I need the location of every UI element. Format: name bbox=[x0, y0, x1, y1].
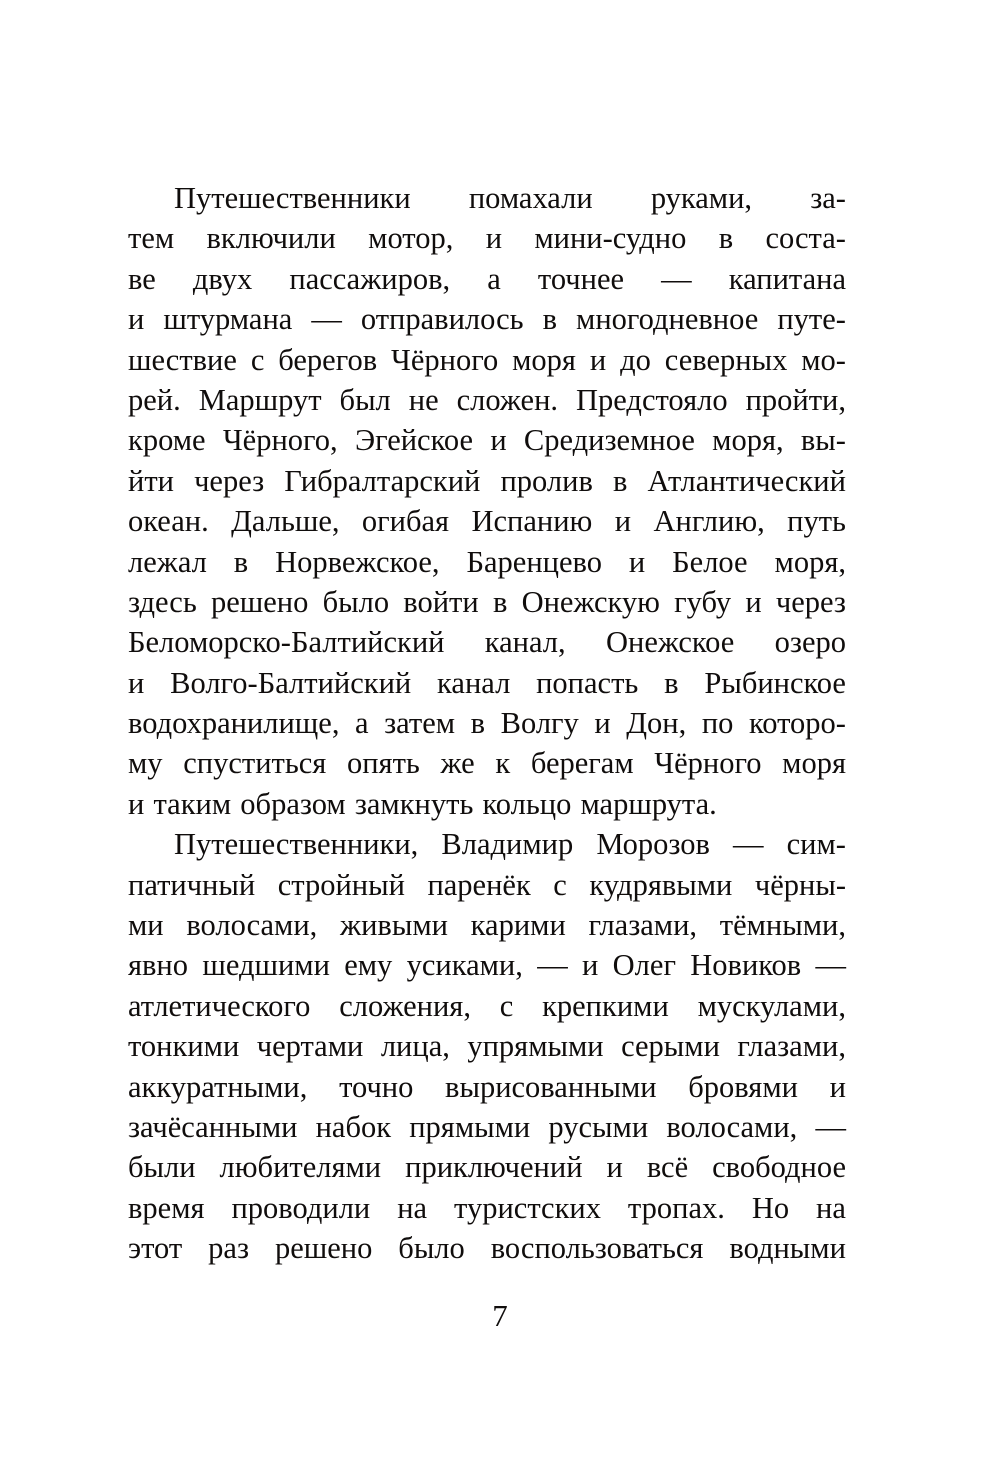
word: точнее bbox=[537, 261, 625, 296]
word: пролив bbox=[500, 463, 593, 498]
word: кудрявыми bbox=[589, 867, 733, 902]
word: Баренцево bbox=[466, 544, 602, 579]
word: путе- bbox=[777, 302, 846, 337]
text-line bbox=[128, 743, 846, 783]
word: и bbox=[589, 342, 607, 377]
word: спуститься bbox=[183, 746, 327, 781]
word: время bbox=[128, 1190, 205, 1225]
word: раз bbox=[208, 1231, 249, 1266]
word: путь bbox=[787, 504, 846, 539]
word: стройный bbox=[277, 867, 405, 902]
word: Атлантический bbox=[647, 463, 846, 498]
word: замкнуть bbox=[354, 786, 474, 821]
word: паренёк bbox=[427, 867, 531, 902]
text-line bbox=[128, 784, 846, 824]
word: Чёрного bbox=[391, 342, 499, 377]
word: и bbox=[628, 544, 646, 579]
word: Маршрут bbox=[198, 382, 322, 417]
word: Новиков bbox=[690, 948, 802, 983]
text-line bbox=[128, 420, 846, 460]
word: Но bbox=[751, 1190, 790, 1225]
word: Владимир bbox=[441, 827, 574, 862]
word: в bbox=[664, 665, 679, 700]
word: затем bbox=[384, 706, 456, 741]
word: Морозов bbox=[596, 827, 710, 862]
word: Олег bbox=[612, 948, 676, 983]
word: Средиземное bbox=[523, 423, 695, 458]
word: Онежскую bbox=[521, 584, 660, 619]
page-body-text bbox=[128, 178, 846, 1269]
word: здесь bbox=[128, 584, 197, 619]
word: моря, bbox=[774, 544, 846, 579]
word: огибая bbox=[361, 504, 450, 539]
word: Беломорско-Балтийский bbox=[128, 625, 445, 660]
word: в bbox=[492, 584, 508, 619]
word: любителями bbox=[219, 1150, 382, 1185]
word: включили bbox=[206, 221, 336, 256]
text-line bbox=[128, 1026, 846, 1066]
word: волосами, bbox=[666, 1109, 798, 1144]
word: приключений bbox=[405, 1150, 583, 1185]
word: проводили bbox=[231, 1190, 371, 1225]
word: точно bbox=[339, 1069, 414, 1104]
word: мотор, bbox=[368, 221, 454, 256]
text-line bbox=[128, 905, 846, 945]
word: которо- bbox=[748, 706, 846, 741]
text-line bbox=[128, 299, 846, 339]
word: северных bbox=[664, 342, 788, 377]
word: вырисованными bbox=[445, 1069, 657, 1104]
word: по bbox=[701, 706, 734, 741]
word: шедшими bbox=[202, 948, 330, 983]
word: многодневное bbox=[576, 302, 759, 337]
word: кроме bbox=[128, 423, 206, 458]
word: чертами bbox=[256, 1029, 364, 1064]
word: за- bbox=[810, 181, 846, 215]
word: Предстояло bbox=[576, 382, 728, 417]
word: набок bbox=[315, 1109, 392, 1144]
word: и bbox=[594, 706, 611, 741]
word: бровями bbox=[688, 1069, 798, 1104]
word: в bbox=[542, 302, 557, 337]
word: волосами, bbox=[186, 908, 318, 943]
word: отправилось bbox=[360, 302, 524, 337]
word: крепкими bbox=[542, 988, 669, 1023]
word: моря bbox=[512, 342, 576, 377]
word: Рыбинское bbox=[704, 665, 846, 700]
word: с bbox=[553, 867, 567, 902]
word: и bbox=[614, 504, 632, 539]
word: губу bbox=[674, 584, 732, 619]
text-line bbox=[128, 824, 846, 864]
word: серыми bbox=[621, 1029, 720, 1064]
text-line bbox=[128, 259, 846, 299]
word: — bbox=[311, 302, 342, 337]
paragraph bbox=[128, 824, 846, 1268]
word: и bbox=[485, 221, 503, 256]
word: океан. bbox=[128, 504, 209, 539]
word: карими bbox=[470, 908, 566, 943]
word: и bbox=[128, 302, 145, 337]
word: кольцо bbox=[482, 786, 572, 821]
word: в bbox=[233, 544, 249, 579]
word: Чёрного, bbox=[222, 423, 338, 458]
word: чёрны- bbox=[754, 867, 846, 902]
word: сим- bbox=[786, 827, 846, 862]
word: — bbox=[733, 827, 764, 862]
word: были bbox=[128, 1150, 196, 1185]
word: маршрута. bbox=[580, 786, 717, 821]
word: Испанию bbox=[471, 504, 593, 539]
word: опять bbox=[346, 746, 420, 781]
word: сложения, bbox=[339, 988, 471, 1023]
word: двух bbox=[192, 261, 253, 296]
word: соста- bbox=[765, 221, 846, 256]
word: и bbox=[490, 423, 507, 458]
word: с bbox=[250, 342, 265, 377]
word: таким bbox=[153, 786, 232, 821]
word: тонкими bbox=[128, 1029, 240, 1064]
word: же bbox=[440, 746, 475, 781]
word: — bbox=[815, 948, 846, 983]
text-line bbox=[128, 380, 846, 420]
word: сложен. bbox=[456, 382, 559, 417]
word: явно bbox=[128, 948, 189, 983]
word: было bbox=[322, 584, 390, 619]
text-line bbox=[128, 865, 846, 905]
text-line bbox=[128, 1228, 846, 1268]
word: был bbox=[339, 382, 391, 417]
word: ему bbox=[344, 948, 393, 983]
word: йти bbox=[128, 463, 174, 498]
text-line bbox=[128, 218, 846, 258]
text-line bbox=[128, 582, 846, 622]
word: канал bbox=[437, 665, 511, 700]
word: через bbox=[194, 463, 265, 498]
word: и bbox=[745, 584, 762, 619]
word: прямыми bbox=[409, 1109, 531, 1144]
word: моря, bbox=[712, 423, 784, 458]
word: моря bbox=[782, 746, 846, 781]
word: вы- bbox=[800, 423, 846, 458]
paragraph bbox=[128, 178, 846, 824]
word: патичный bbox=[128, 867, 256, 902]
word: в bbox=[718, 221, 734, 256]
word: глазами, bbox=[588, 908, 698, 943]
word: Гибралтарский bbox=[284, 463, 481, 498]
text-line bbox=[128, 703, 846, 743]
text-line bbox=[128, 461, 846, 501]
word: решено bbox=[210, 584, 309, 619]
word: Белое bbox=[672, 544, 748, 579]
word: этот bbox=[128, 1231, 183, 1266]
word: шествие bbox=[128, 342, 237, 377]
word: пассажиров, bbox=[289, 261, 451, 296]
text-line bbox=[128, 986, 846, 1026]
word: капитана bbox=[728, 261, 846, 296]
text-line bbox=[128, 1107, 846, 1147]
word: на bbox=[816, 1190, 846, 1225]
word: русыми bbox=[548, 1109, 649, 1144]
word: в bbox=[612, 463, 628, 498]
word: попасть bbox=[536, 665, 639, 700]
word: аккуратными, bbox=[128, 1069, 308, 1104]
word: штурмана bbox=[163, 302, 293, 337]
text-line bbox=[128, 340, 846, 380]
word: Дальше, bbox=[231, 504, 340, 539]
text-line bbox=[128, 501, 846, 541]
word: берегам bbox=[530, 746, 634, 781]
word: рей. bbox=[128, 382, 181, 417]
word: водохранилище, bbox=[128, 706, 340, 741]
word: берегов bbox=[278, 342, 378, 377]
word: на bbox=[397, 1190, 428, 1225]
word: не bbox=[408, 382, 439, 417]
text-line bbox=[128, 945, 846, 985]
text-line bbox=[128, 542, 846, 582]
word: руками, bbox=[650, 181, 753, 215]
text-line bbox=[128, 1067, 846, 1107]
word: канал, bbox=[484, 625, 566, 660]
word: — bbox=[815, 1109, 846, 1144]
word: глазами, bbox=[737, 1029, 846, 1064]
word: воспользоваться bbox=[490, 1231, 704, 1266]
word: и bbox=[582, 948, 599, 983]
word: Путешественники bbox=[174, 181, 411, 215]
word: водными bbox=[729, 1231, 846, 1266]
word: помахали bbox=[468, 181, 593, 215]
word: всё bbox=[646, 1150, 689, 1185]
word: свободное bbox=[712, 1150, 846, 1185]
text-line bbox=[128, 178, 846, 218]
word: лежал bbox=[128, 544, 207, 579]
word: а bbox=[487, 261, 501, 296]
word: Чёрного bbox=[654, 746, 762, 781]
word: тёмными, bbox=[719, 908, 846, 943]
word: через bbox=[775, 584, 846, 619]
word: с bbox=[499, 988, 514, 1023]
word: и bbox=[606, 1150, 623, 1185]
word: зачёсанными bbox=[128, 1109, 298, 1144]
word: Волгу bbox=[500, 706, 579, 741]
word: тем bbox=[128, 221, 175, 256]
word: Англию, bbox=[653, 504, 765, 539]
word: образом bbox=[240, 786, 346, 821]
word: — bbox=[537, 948, 568, 983]
word: упрямыми bbox=[467, 1029, 604, 1064]
word: му bbox=[128, 746, 163, 781]
word: до bbox=[620, 342, 651, 377]
word: Онежское bbox=[605, 625, 735, 660]
word: ве bbox=[128, 261, 156, 296]
word: и bbox=[128, 786, 145, 821]
word: было bbox=[398, 1231, 465, 1266]
word: пройти, bbox=[745, 382, 846, 417]
word: ми bbox=[128, 908, 164, 943]
word: решено bbox=[274, 1231, 373, 1266]
word: тропах. bbox=[627, 1190, 725, 1225]
text-line bbox=[128, 622, 846, 662]
word: лица, bbox=[380, 1029, 450, 1064]
word: Путешественники, bbox=[174, 827, 419, 862]
word: усиками, bbox=[406, 948, 523, 983]
text-line bbox=[128, 663, 846, 703]
word: мини-судно bbox=[534, 221, 687, 256]
word: Норвежское, bbox=[275, 544, 440, 579]
word: к bbox=[495, 746, 511, 781]
word: и bbox=[128, 665, 145, 700]
word: а bbox=[355, 706, 369, 741]
text-line bbox=[128, 1188, 846, 1228]
word: туристских bbox=[454, 1190, 601, 1225]
word: живыми bbox=[340, 908, 448, 943]
text-line bbox=[128, 1147, 846, 1187]
word: и bbox=[829, 1069, 846, 1104]
word: Эгейское bbox=[354, 423, 474, 458]
page-number: 7 bbox=[492, 1298, 508, 1333]
word: мускулами, bbox=[697, 988, 846, 1023]
word: в bbox=[470, 706, 486, 741]
word: атлетического bbox=[128, 988, 311, 1023]
word: Дон, bbox=[626, 706, 687, 741]
word: озеро bbox=[774, 625, 846, 660]
word: мо- bbox=[801, 342, 846, 377]
word: войти bbox=[403, 584, 479, 619]
word: Волго-Балтийский bbox=[170, 665, 412, 700]
word: — bbox=[661, 261, 692, 296]
